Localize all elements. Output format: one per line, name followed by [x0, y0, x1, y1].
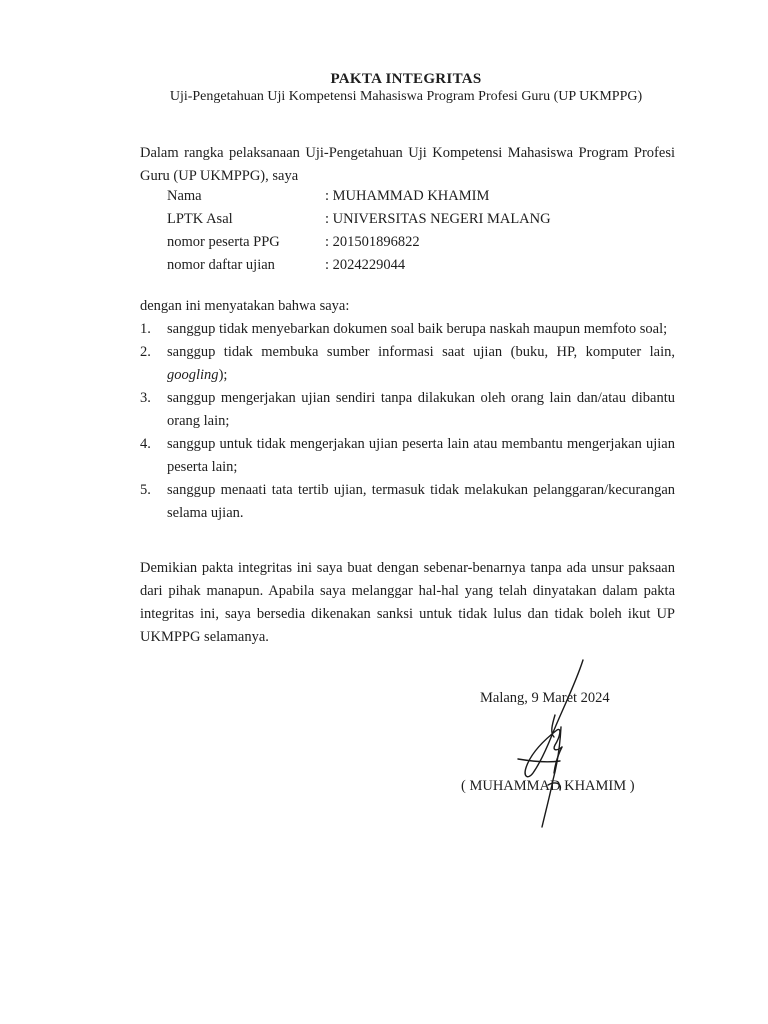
list-item: [140, 341, 675, 387]
declaration-lead: dengan ini menyatakan bahwa saya:: [140, 298, 350, 314]
list-item-text-italic: googling: [167, 367, 219, 383]
identity-label: LPTK Asal: [167, 211, 233, 227]
identity-row-participant-number: [167, 231, 551, 254]
closing-paragraph: Demikian pakta integritas ini saya buat dengan sebenar-benarnya tanpa ada unsur paksaan dari pihak manapun. Apabila saya melanggar hal-hal yang telah dinyatakan dalam pakta integritas ini, saya bersedia dikenakan sanksi untuk tidak lulus dan tidak boleh ikut UP UKMPPG selamanya.: [140, 560, 675, 645]
identity-label: Nama: [167, 188, 202, 204]
list-item-text-suffix: );: [218, 367, 228, 383]
place-date: Malang, 9 Maret 2024: [480, 690, 610, 706]
list-item-text: [167, 341, 675, 387]
list-item: [140, 387, 675, 433]
list-item-text: sanggup mengerjakan ujian sendiri tanpa dilakukan oleh orang lain dan/atau dibantu orang lain;: [167, 390, 675, 429]
identity-row-name: [167, 185, 551, 208]
list-item-number: 3.: [140, 390, 151, 406]
signatory-name: ( MUHAMMAD KHAMIM ): [461, 778, 635, 794]
identity-label: nomor daftar ujian: [167, 257, 275, 273]
list-item-text: sanggup untuk tidak mengerjakan ujian peserta lain atau membantu mengerjakan ujian peserta lain;: [167, 436, 675, 475]
list-item-number: 2.: [140, 344, 151, 360]
identity-value: : 2024229044: [325, 257, 406, 273]
identity-label: nomor peserta PPG: [167, 234, 280, 250]
list-item-number: 4.: [140, 436, 151, 452]
identity-value: : 201501896822: [325, 234, 420, 250]
list-item: [140, 479, 675, 525]
list-item: [140, 318, 675, 341]
intro-paragraph: Dalam rangka pelaksanaan Uji-Pengetahuan Uji Kompetensi Mahasiswa Program Profesi Guru (UP UKMPPG), saya: [140, 145, 675, 184]
list-item-text-main: sanggup tidak membuka sumber informasi saat ujian (buku, HP, komputer lain,: [167, 344, 675, 360]
document-subtitle: Uji-Pengetahuan Uji Kompetensi Mahasiswa Program Profesi Guru (UP UKMPPG): [169, 89, 643, 104]
list-item-number: 5.: [140, 482, 151, 498]
handwritten-signature: [500, 655, 610, 835]
list-item-number: 1.: [140, 321, 151, 337]
document-title: PAKTA INTEGRITAS: [330, 71, 482, 87]
identity-value: : MUHAMMAD KHAMIM: [325, 188, 490, 204]
identity-value: : UNIVERSITAS NEGERI MALANG: [325, 211, 551, 227]
statement-list: [140, 318, 675, 525]
identity-block: [167, 185, 551, 277]
identity-row-exam-number: [167, 254, 551, 277]
list-item-text: sanggup tidak menyebarkan dokumen soal baik berupa naskah maupun memfoto soal;: [167, 321, 668, 337]
list-item-text: sanggup menaati tata tertib ujian, termasuk tidak melakukan pelanggaran/kecurangan selama ujian.: [167, 482, 675, 521]
identity-row-lptk: [167, 208, 551, 231]
list-item: [140, 433, 675, 479]
